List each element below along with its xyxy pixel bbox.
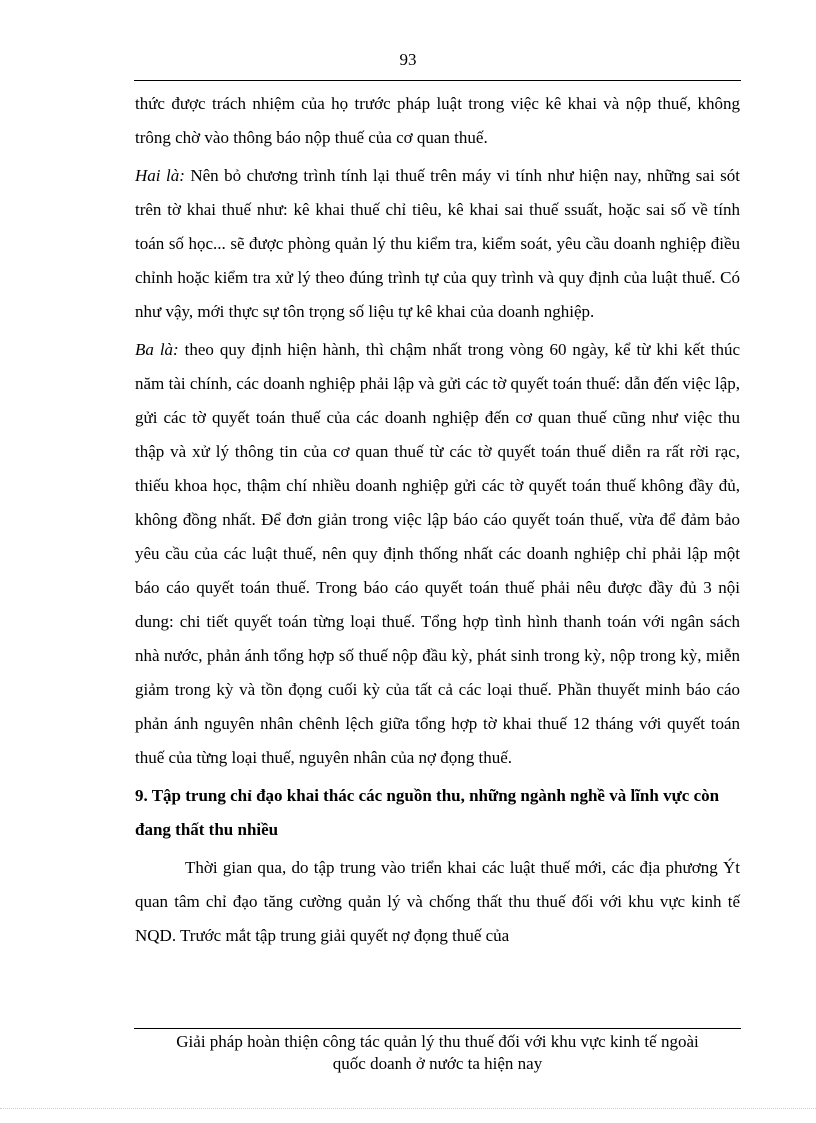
page-bottom-border bbox=[0, 1108, 816, 1109]
paragraph-hai-la bbox=[135, 159, 740, 329]
header-divider bbox=[134, 80, 741, 81]
paragraph-text-hai-la: Nên bỏ chương trình tính lại thuế trên máy vi tính như hiện nay, những sai sót trên tờ khai thuế như: kê khai thuế chỉ tiêu, kê khai sai thuế ssuất, hoặc sai số về tính toán số học... sẽ được phòng quản lý thu kiểm tra, kiểm soát, yêu cầu doanh nghiệp điều chỉnh hoặc kiểm tra xử lý theo đúng trình tự của quy trình và quy định của luật thuế. Có như vậy, mới thực sự tôn trọng số liệu tự kê khai của doanh nghiệp. bbox=[135, 166, 740, 321]
paragraph-section-9: Thời gian qua, do tập trung vào triển khai các luật thuế mới, các địa phương Ýt quan tâm chỉ đạo tăng cường quản lý và chống thất thu thuế đối với khu vực kinh tế NQD. Trước mắt tập trung giải quyết nợ đọng thuế của bbox=[135, 858, 740, 945]
paragraph-lead-ba-la: Ba là: bbox=[135, 340, 179, 359]
paragraph-ba-la bbox=[135, 333, 740, 775]
paragraph-lead-hai-la: Hai là: bbox=[135, 166, 185, 185]
footer-line-2: quốc doanh ở nước ta hiện nay bbox=[332, 1054, 543, 1073]
section-heading: 9. Tập trung chỉ đạo khai thác các nguồn thu, những ngành nghề và lĩnh vực còn đang thất thu nhiều bbox=[135, 786, 720, 839]
page-number: 93 bbox=[399, 50, 417, 69]
page-body bbox=[135, 87, 740, 953]
footer-line-1: Giải pháp hoàn thiện công tác quản lý thu thuế đối với khu vực kinh tế ngoài bbox=[176, 1032, 699, 1051]
paragraph-text-ba-la: theo quy định hiện hành, thì chậm nhất trong vòng 60 ngày, kể từ khi kết thúc năm tài chính, các doanh nghiệp phải lập và gửi các tờ quyết toán thuế: dẫn đến việc lập, gửi các tờ quyết toán thuế của các doanh nghiệp đến cơ quan thuế cũng như việc thu thập và xử lý thông tin của cơ quan thuế từ các tờ quyết toán thuế diễn ra rất rời rạc, thiếu khoa học, thậm chí nhiều doanh nghiệp gửi các tờ quyết toán thuế không đầy đủ, không đồng nhất. Để đơn giản trong việc lập báo cáo quyết toán thuế, vừa để đảm bảo yêu cầu của các luật thuế, nên quy định thống nhất các doanh nghiệp chỉ phải lập một báo cáo quyết toán thuế. Trong báo cáo quyết toán thuế phải nêu được đầy đủ 3 nội dung: chi tiết quyết toán từng loại thuế. Tổng hợp tình hình thanh toán với ngân sách nhà nước, phản ánh tổng hợp số thuế nộp đầu kỳ, phát sinh trong kỳ, nộp trong kỳ, miễn giảm trong kỳ và tồn đọng cuối kỳ của tất cả các loại thuế. Phần thuyết minh báo cáo phản ánh nguyên nhân chênh lệch giữa tổng hợp tờ khai thuế 12 tháng với quyết toán thuế của từng loại thuế, nguyên nhân của nợ đọng thuế. bbox=[135, 340, 740, 767]
footer-divider bbox=[134, 1028, 741, 1029]
paragraph-continuation: thức được trách nhiệm của họ trước pháp luật trong việc kê khai và nộp thuế, không trông chờ vào thông báo nộp thuế của cơ quan thuế. bbox=[135, 94, 740, 147]
page-footer bbox=[134, 1031, 741, 1075]
